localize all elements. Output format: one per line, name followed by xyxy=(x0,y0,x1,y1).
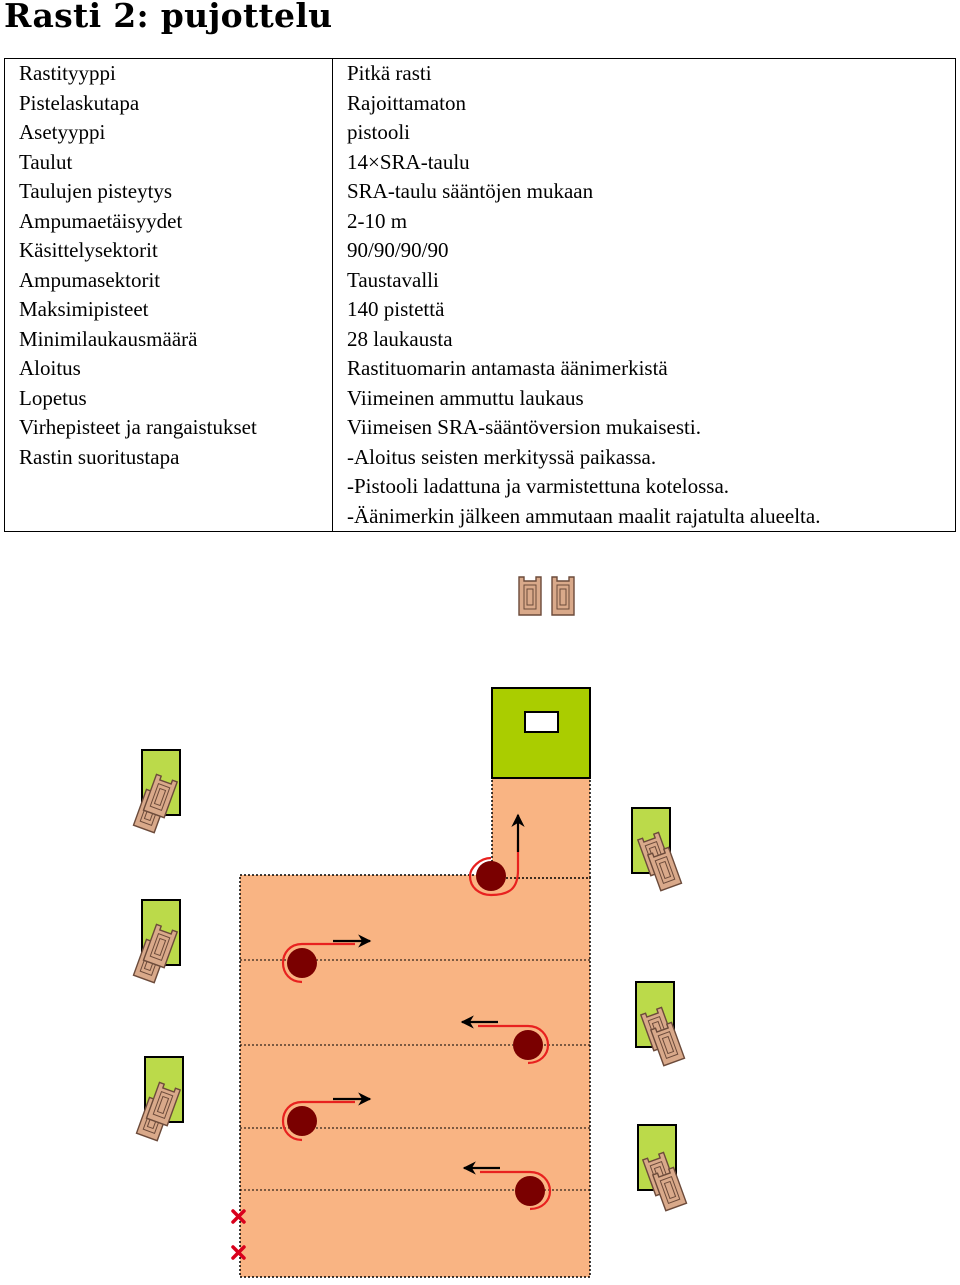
wall-left-2 xyxy=(134,900,180,983)
info-value-line: -Pistooli ladattuna ja varmistettuna kotelossa. xyxy=(347,474,730,498)
info-label: Ampumasektorit xyxy=(5,266,333,296)
info-value xyxy=(333,118,956,148)
shooting-position-2 xyxy=(287,948,317,978)
shooting-position-3 xyxy=(513,1030,543,1060)
info-value xyxy=(333,266,956,296)
start-box xyxy=(492,688,590,778)
info-label: Taulut xyxy=(5,148,333,178)
shooting-position-4 xyxy=(287,1106,317,1136)
info-value-line: Pitkä rasti xyxy=(347,61,432,85)
stage-info-table xyxy=(4,58,956,532)
info-label: Asetyyppi xyxy=(5,118,333,148)
wall-right-1 xyxy=(632,808,681,891)
info-value-line: 140 pistettä xyxy=(347,297,445,321)
info-label: Taulujen pisteytys xyxy=(5,177,333,207)
stage-diagram xyxy=(0,560,960,1285)
wall-right-2 xyxy=(636,982,684,1066)
info-value-line: 28 laukausta xyxy=(347,326,453,351)
info-row xyxy=(5,413,956,443)
info-value-line: 2-10 m xyxy=(347,208,408,233)
info-row xyxy=(5,384,956,414)
target-icon xyxy=(552,577,574,615)
page-title: Rasti 2: pujottelu xyxy=(4,0,333,35)
info-label: Aloitus xyxy=(5,354,333,384)
wall-left-3 xyxy=(137,1057,183,1141)
info-row xyxy=(5,295,956,325)
info-label: Rastityyppi xyxy=(5,59,333,89)
target-icon xyxy=(519,577,541,615)
info-value-line: 14×SRA-taulu xyxy=(347,149,470,174)
shooting-position-5 xyxy=(515,1176,545,1206)
info-row xyxy=(5,118,956,148)
info-row xyxy=(5,177,956,207)
info-label: Minimilaukausmäärä xyxy=(5,325,333,355)
wall-right-3 xyxy=(638,1125,686,1211)
info-value xyxy=(333,207,956,237)
info-row xyxy=(5,266,956,296)
info-row xyxy=(5,443,956,532)
info-row xyxy=(5,354,956,384)
info-value xyxy=(333,384,956,414)
info-value-line: pistooli xyxy=(347,120,411,144)
info-value-line: Viimeinen ammuttu laukaus xyxy=(347,385,584,410)
info-value xyxy=(333,148,956,178)
info-row xyxy=(5,148,956,178)
info-row xyxy=(5,236,956,266)
info-value xyxy=(333,295,956,325)
info-value xyxy=(333,177,956,207)
info-value-line: Rajoittamaton xyxy=(347,90,466,115)
info-value-line: Rastituomarin antamasta äänimerkistä xyxy=(347,356,668,380)
wall-left-1 xyxy=(134,750,180,833)
info-value-line: Viimeisen SRA-sääntöversion mukaisesti. xyxy=(347,415,701,439)
info-label: Rastin suoritustapa xyxy=(5,443,333,532)
info-value-line: -Äänimerkin jälkeen ammutaan maalit rajatulta alueelta. xyxy=(347,503,821,528)
info-value-line: Taustavalli xyxy=(347,267,439,292)
info-row xyxy=(5,325,956,355)
info-value xyxy=(333,59,956,89)
info-label: Ampumaetäisyydet xyxy=(5,207,333,237)
info-value-line: -Aloitus seisten merkityssä paikassa. xyxy=(347,444,657,469)
info-value xyxy=(333,89,956,119)
info-value xyxy=(333,443,956,532)
shooting-position-1 xyxy=(476,861,506,891)
info-value xyxy=(333,413,956,443)
info-label: Maksimipisteet xyxy=(5,295,333,325)
info-row xyxy=(5,207,956,237)
info-row xyxy=(5,89,956,119)
info-value xyxy=(333,236,956,266)
info-label: Käsittelysektorit xyxy=(5,236,333,266)
info-value xyxy=(333,354,956,384)
info-value-line: 90/90/90/90 xyxy=(347,238,449,262)
info-value-line: SRA-taulu sääntöjen mukaan xyxy=(347,179,594,203)
info-value xyxy=(333,325,956,355)
info-label: Virhepisteet ja rangaistukset xyxy=(5,413,333,443)
info-label: Lopetus xyxy=(5,384,333,414)
info-row xyxy=(5,59,956,89)
info-label: Pistelaskutapa xyxy=(5,89,333,119)
